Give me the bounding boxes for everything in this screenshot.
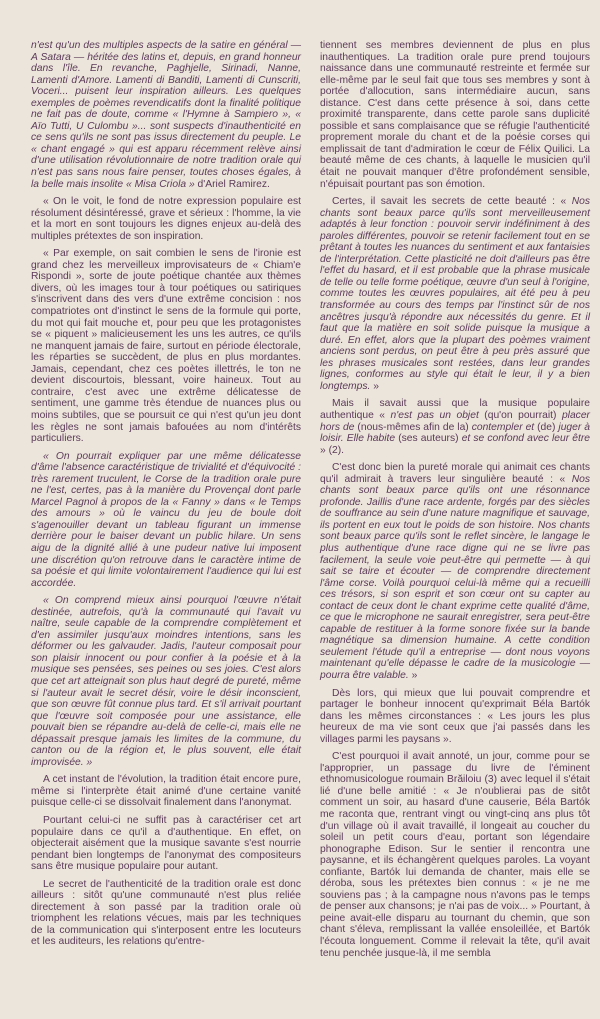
paragraph (31, 595, 301, 768)
paragraph (31, 451, 301, 590)
italic-text: n'est qu'un des multiples aspects de la satire en général — A Satara — héritée des latins et, depuis, en grand honneur dans l'île. En revanche, Paghjelle, Sirinadi, Nanne, Lamenti d'Amore. Lamenti di Banditi, Lamenti di Cunscriti, Voceri... puisent leur inspiration ailleurs. Les quelques exemples de poèmes revendicatifs dont la finalité politique ne fait pas de doute, comme « l'Hymne à Sampiero », « Aïo Tutti, U Culombu »... sont suspects d'inauthenticité en ce sens qu'ils ne sont pas issus directement du peuple. Le « chant engagé » qui est apparu récemment relève ainsi d'une utilisation révolutionnaire de notre tradition orale qui n'est pas sans nous faire penser, toutes choses égales, à la belle mais insolite « Misa Criola » (31, 40, 301, 190)
italic-text: placer hors de (320, 409, 590, 433)
italic-text: et se confond avec leur être (461, 433, 591, 445)
body-text: (nous-mêmes afin de la) (354, 421, 472, 433)
paragraph (31, 40, 301, 190)
italic-text: Nos chants sont beaux parce qu'ils sont merveilleusement adaptés à leur fonction : pouvoir servir indéfiniment à des paroles différentes, pouvoir se retenir facilement tout en se prêtant à toutes les nuances du sentiment et aux fantaisies de l'interprétation. Cette plasticité ne doit d'ailleurs pas être l'effet du hasard, et il est probable que la phrase musicale de telle ou telle forme poétique, œuvre d'un seul à l'origine, comme toutes les œuvres populaires, ait été peu à peu transformée au cours des temps par l'instinct sûr de nos ancêtres jusqu'à répondre aux nécessités du genre. Et il faut que la matière en soit solide puisque la musique a duré. En effet, alors que la plupart des poèmes vraiment anciens sont perdus, on peut être à peu près assuré que les phrases musicales sont restées, dans leur grandes lignes, conformes au style qui était le leur, il y a bien longtemps. (320, 196, 590, 392)
body-text: « On le voit, le fond de notre expression populaire est résolument désintéressé, grave et sérieux : l'homme, la vie et la mort en sont toujours les dignes enjeux au-delà des multiples prétextes de son inspiration. (31, 196, 301, 242)
body-text: C'est donc bien la pureté morale qui animait ces chants qu'il admirait à travers leur singulière beauté : « (320, 462, 590, 485)
paragraph (320, 751, 590, 959)
body-text: Certes, il savait les secrets de cette beauté : « (332, 196, 572, 208)
body-text: d'Ariel Ramirez. (194, 178, 270, 190)
italic-text: n'est pas un objet (390, 409, 479, 421)
text-column-right (320, 40, 590, 965)
body-text: A cet instant de l'évolution, la tradition était encore pure, même si l'interprète était animé d'une certaine vanité puisque celle-ci se dissolvait finalement dans l'anonymat. (31, 774, 301, 809)
body-text: » (370, 380, 379, 392)
body-text: » (2). (320, 444, 345, 456)
paragraph (320, 688, 590, 746)
paragraph (31, 774, 301, 809)
body-text: » (408, 669, 418, 681)
paragraph (320, 196, 590, 392)
italic-text: juger à loisir. Elle habite (320, 421, 590, 445)
body-text: Mais il savait aussi que la musique populaire authentique « (320, 398, 590, 421)
italic-text: contempler et (471, 421, 535, 433)
body-text: (ses auteurs) (395, 433, 462, 445)
italic-text: Nos chants sont beaux parce qu'ils ont une résonnance profonde. Jaillis d'une race ardente, forgés par des siècles de souffrance au sein d'une nature magnifique et sauvage, ils portent en eux tout le poids de son histoire. Nos chants sont beaux parce qu'ils sont le reflet sincère, le langage le plus authentique d'une race digne qui ne se livre pas facilement, la seule voie peut-être qui permette — à qui sait se taire et écouter — de comprendre directement l'âme corse. Voilà pourquoi celui-là même qui a recueilli ces trésors, si son esprit et son cœur ont su capter au contact de ceux dont le chant exprime cette qualité d'âme, ce que le microphone ne saurait enregistrer, sera peut-être capable de restituer à la forme sonore fixée sur la bande magnétique sa dimension humaine. A cette condition seulement l'étude qu'il a entreprise — dont nous voyons maintenant qu'elle dépasse le cadre de la musicologie — pourra être valable. (320, 473, 590, 681)
paragraph (31, 248, 301, 444)
body-text: Dès lors, qui mieux que lui pouvait comprendre et partager le bonheur innocent qu'exprimait Béla Bartók dans les mêmes circonstances : « Les jours les plus heureux de ma vie sont ceux que j'ai passés dans les villages parmi les paysans ». (320, 687, 590, 745)
body-text: « Par exemple, on sait combien le sens de l'ironie est grand chez les merveilleux improvisateurs de « Chiam'e Rispondi », sorte de joute poétique chantée aux thèmes divers, où les images tour à tour poétiques ou satiriques s'inscrivent dans des vers d'une extrême concision : nos compatriotes ont d'instinct le sens de la formule qui porte, du mot qui fait mouche et, pour peu que les protagonistes se « piquent » malicieusement les uns les autres, ce qu'ils ne manquent jamais de faire, surtout en période électorale, les réparties se succèdent, de plus en plus mordantes. Jamais, cependant, chez ces poètes illettrés, le ton ne devient discourtois, blessant, voire haineux. Tout au contraire, c'est avec une extrême délicatesse de sentiment, une gamme très étendue de nuances plus ou moins subtiles, que se poursuit ce qui n'est qu'un jeu dont les règles ne sont jamais bafouées au nom d'intérêts particuliers. (31, 248, 301, 445)
body-text: C'est pourquoi il avait annoté, un jour, comme pour se l'approprier, un passage du livre de l'éminent ethnomusicologue roumain Brăiloiu (3) avec lequel il s'était lié d'une belle amitié : « Je n'oublierai pas de sitôt comment un soir, au hasard d'une causerie, Béla Bartók me raconta que, rentrant vingt ou vingt-cinq ans plus tôt d'un village où il avait travaillé, il longeait au coucher du soleil un petit cours d'eau, portant son légendaire phonographe Edison. Sur le sentier il rencontra une paysanne, et ils échangèrent quelques paroles. La voyant confiante, Bartók lui demanda de chanter, mais elle se déroba, sous les prétextes bien connus : « je ne me souviens pas ; à la campagne nous n'avons pas le temps de penser aux chansons; je n'ai pas de voix... » Pourtant, à peine avait-elle disparu au tournant du chemin, que son chant s'éleva, remplissant la vallée ensoleillée, et Bartók l'écouta longuement. Comme il relevait la tête, qu'il avait tenu penchée jusque-là, il me sembla (320, 751, 590, 959)
paragraph (320, 462, 590, 681)
body-text: (qu'on pourrait) (478, 409, 562, 421)
paragraph (320, 40, 590, 190)
body-text: Pourtant celui-ci ne suffit pas à caractériser cet art populaire dans ce qu'il a d'authentique. En effet, on objecterait aisément que la musique savante s'est nourrie pendant bien longtemps de l'anonymat des compositeurs sans être musique populaire pour autant. (31, 815, 301, 873)
italic-text: « On pourrait expliquer par une même délicatesse d'âme l'absence caractéristique de trivialité et d'équivocité : très rarement truculent, le Corse de la tradition orale pure ne l'est, certes, pas à la manière du Provençal dont parle Marcel Pagnol à propos de la « Fanny » dans « le Temps des amours » où le vaincu du jeu de boule doit s'agenouiller devant un tableau figurant un immense derrière pour le baiser devant un public hilare. Un sens aigu de la dignité allié à une pudeur native lui imposent une discrétion qu'on retrouve dans le caractère intime de sa poésie et qui limite volontairement l'audience qui lui est accordée. (31, 450, 301, 589)
text-column-left (31, 40, 301, 954)
paragraph (31, 196, 301, 242)
paragraph (31, 879, 301, 948)
body-text: tiennent ses membres deviennent de plus en plus inauthentiques. La tradition orale pure prend toujours naissance dans une communauté restreinte et fermée sur elle-même par le seul fait que tous ses membres y sont à portée d'allocution, sans intermédiaire aucun, sans distance. C'est dans cette présence à soi, dans cette proximité transparente, dans cette parole sans duplicité possible et sans complaisance que se réfugie l'authenticité proprement morale du chant et de la poésie corses qui emplissait de tant d'admiration le cœur de Félix Quilici. La beauté même de ces chants, à laquelle le musicien qu'il était ne pouvait manquer d'être profondément sensible, n'épuisait pourtant pas son émotion. (320, 40, 590, 190)
body-text: Le secret de l'authenticité de la tradition orale est donc ailleurs : sitôt qu'une communauté n'est plus reliée directement à son passé par la tradition orale où triomphent les relations vécues, mais par les techniques de la communication qui s'interposent entre les locuteurs et les auditeurs, les relations qu'entre- (31, 878, 301, 948)
italic-text: « On comprend mieux ainsi pourquoi l'œuvre n'était destinée, autrefois, qu'à la communauté qui l'avait vu naître, seule capable de la comprendre complètement et d'en assimiler jusqu'aux moindres intentions, sans les déformer ou les galvauder. Jadis, l'auteur composait pour son plaisir innocent ou pour confier à la poésie et à la musique ses pensées, ses peines ou ses joies. C'est alors que cet art atteignait son plus haut degré de pureté, même si l'auteur avait le secret désir, voire le désir inconscient, que son œuvre fût connue plus tard. Et s'il arrivait pourtant que l'œuvre soit composée pour une assistance, elle pouvait bien se répandre au-delà de celle-ci, mais elle ne dépassait presque jamais les limites de la commune, du canton ou de la région et, le plus souvent, elle était improvisée. » (31, 595, 301, 768)
paragraph (320, 398, 590, 456)
paragraph (31, 815, 301, 873)
body-text: (de) (534, 421, 559, 433)
